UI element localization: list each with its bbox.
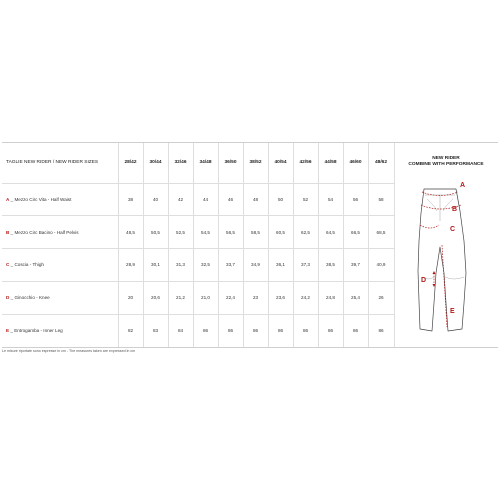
table-cell: 86 — [368, 314, 394, 347]
table-cell: 44 — [193, 183, 218, 216]
size-header: 30/44 — [143, 143, 168, 183]
row-label-text: _ Coscia - Thigh — [10, 262, 44, 268]
size-header: 38/52 — [243, 143, 268, 183]
size-chart — [2, 142, 498, 348]
table-cell: 24,8 — [318, 281, 343, 314]
table-cell: 52 — [293, 183, 318, 216]
table-cell: 37,3 — [293, 249, 318, 282]
figure-title-line1: NEW RIDER — [432, 156, 460, 161]
size-header: 28/42 — [118, 143, 143, 183]
table-cell: 36,1 — [268, 249, 293, 282]
row-label-text: _ Mezzo Circ Vita - Half Waist — [10, 196, 72, 202]
figure-title — [394, 156, 498, 168]
table-cell: 23 — [243, 281, 268, 314]
table-cell: 58 — [368, 183, 394, 216]
table-cell: 34,9 — [243, 249, 268, 282]
table-cell: 25,4 — [343, 281, 368, 314]
size-header: 42/56 — [293, 143, 318, 183]
table-cell: 68,5 — [368, 216, 394, 249]
table-cell: 26 — [368, 281, 394, 314]
table-row — [2, 249, 394, 282]
marker-c: C — [450, 226, 456, 233]
table-cell: 33,7 — [218, 249, 243, 282]
figure-panel — [394, 143, 498, 347]
table-cell: 58,5 — [243, 216, 268, 249]
table-cell: 50,5 — [143, 216, 168, 249]
row-letter: C — [6, 262, 10, 268]
table-cell: 62,5 — [293, 216, 318, 249]
table-cell: 84 — [168, 314, 193, 347]
table-cell: 28,9 — [118, 249, 143, 282]
table-header-row — [2, 143, 394, 183]
table-cell: 64,5 — [318, 216, 343, 249]
table-cell: 20,6 — [143, 281, 168, 314]
row-letter: E — [6, 328, 10, 334]
pants-outline — [418, 189, 466, 331]
row-label — [2, 314, 118, 347]
figure-title-line2: COMBINE WITH PERFORMANCE — [408, 162, 484, 167]
table-cell: 31,3 — [168, 249, 193, 282]
table-cell: 86 — [318, 314, 343, 347]
pants-figure — [394, 181, 498, 341]
table-cell: 54 — [318, 183, 343, 216]
table-cell: 22,4 — [218, 281, 243, 314]
size-header: 40/54 — [268, 143, 293, 183]
size-header: 36/50 — [218, 143, 243, 183]
table-cell: 60,5 — [268, 216, 293, 249]
table-cell: 86 — [193, 314, 218, 347]
table-cell: 20 — [118, 281, 143, 314]
size-header: 44/58 — [318, 143, 343, 183]
row-label — [2, 216, 118, 249]
table-cell: 52,5 — [168, 216, 193, 249]
row-letter: B — [6, 229, 10, 235]
row-label-text: _ Mezzo Circ Bacino - Half Pelvis — [10, 229, 79, 235]
row-letter: D — [6, 295, 10, 301]
table-cell: 66,5 — [343, 216, 368, 249]
row-label-text: _ Entrogamba - Inner Leg — [10, 328, 63, 334]
table-cell: 40 — [143, 183, 168, 216]
table-cell: 40,9 — [368, 249, 394, 282]
table-cell: 38 — [118, 183, 143, 216]
table-cell: 86 — [343, 314, 368, 347]
row-letter: A — [6, 196, 10, 202]
table-cell: 54,5 — [193, 216, 218, 249]
marker-a: A — [460, 182, 466, 189]
table-cell: 50 — [268, 183, 293, 216]
row-label — [2, 183, 118, 216]
table-cell: 83 — [143, 314, 168, 347]
table-cell: 48 — [243, 183, 268, 216]
size-header: 32/46 — [168, 143, 193, 183]
table-row — [2, 216, 394, 249]
row-label-text: _ Ginocchio - Knee — [10, 295, 50, 301]
table-cell: 48,5 — [118, 216, 143, 249]
table-cell: 82 — [118, 314, 143, 347]
marker-b: B — [452, 206, 458, 213]
table-cell: 38,5 — [318, 249, 343, 282]
table-cell: 21,0 — [193, 281, 218, 314]
size-table — [2, 143, 395, 347]
table-cell: 86 — [293, 314, 318, 347]
table-cell: 39,7 — [343, 249, 368, 282]
table-cell: 30,1 — [143, 249, 168, 282]
row-label — [2, 281, 118, 314]
marker-e: E — [450, 308, 455, 315]
table-row — [2, 183, 394, 216]
table-cell: 24,2 — [293, 281, 318, 314]
table-row — [2, 314, 394, 347]
table-cell: 86 — [268, 314, 293, 347]
table-cell: 86 — [218, 314, 243, 347]
size-header: 46/60 — [343, 143, 368, 183]
table-cell: 56 — [343, 183, 368, 216]
table-row — [2, 281, 394, 314]
table-cell: 56,5 — [218, 216, 243, 249]
table-header-label: TAGLIE NEW RIDER / NEW RIDER SIZES — [2, 143, 118, 183]
table-cell: 42 — [168, 183, 193, 216]
footnote: Le misure riportate sono espresse in cm - The measures taken are expressed in cm — [2, 349, 136, 353]
row-label — [2, 249, 118, 282]
table-cell: 86 — [243, 314, 268, 347]
table-cell: 46 — [218, 183, 243, 216]
table-cell: 23,6 — [268, 281, 293, 314]
marker-d: D — [421, 277, 427, 284]
size-header: 48/62 — [368, 143, 394, 183]
table-cell: 21,2 — [168, 281, 193, 314]
table-cell: 32,5 — [193, 249, 218, 282]
size-header: 34/48 — [193, 143, 218, 183]
